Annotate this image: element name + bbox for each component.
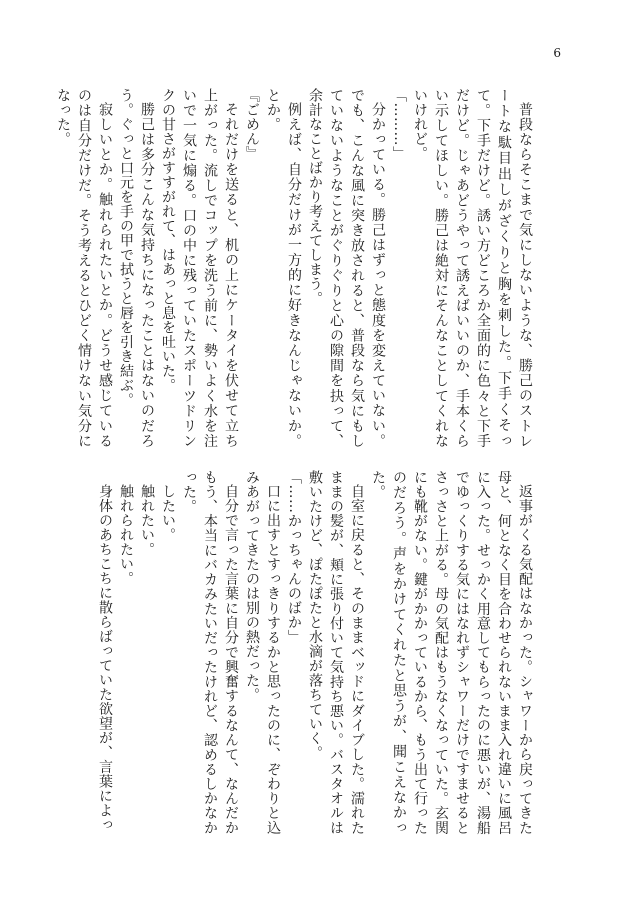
page-number: 6 <box>553 46 561 60</box>
paragraph: 『ごめん』 <box>244 88 260 161</box>
lower-text-block <box>97 470 535 835</box>
paragraph: 返事がくる気配はなかった。シャワーから戻ってきた母と、何となく目を合わせられないまま入れ違いに風呂に入った。せっかく用意してもらったのに悪いが、湯船でゆっくりする気にはなれずシャワーだけですませるとさっさと上がる。母の気配はもうなくなっていた。玄関にも靴がない。鍵がかかっているから、もう出て行ったのだろう。声をかけてくれたと思うが、聞こえなかった。 <box>370 470 533 835</box>
paragraph: 自分で言った言葉に自分で興奮するなんて、なんだかもう、本当にバカみたいだったけれど、認めるしかなかった。 <box>181 470 239 835</box>
upper-text-block <box>55 88 535 448</box>
paragraph: それだけを送ると、机の上にケータイを伏せて立ち上がった。流しでコップを洗う前に、勢いよく水を注いで一気に煽る。口の中に残っていたスポーツドリンクの甘さがすすがれて、はあっと息を吐いた。 <box>160 88 239 448</box>
paragraph: 自室に戻ると、そのままベッドにダイブした。濡れたままの髪が、頬に張り付いて気持ち悪い。バスタオルは敷いたけど、ぽたぽたと水滴が落ちていく。 <box>307 470 365 835</box>
paragraph: 身体のあちこちに散らばっていた欲望が、言葉によっ <box>97 484 113 832</box>
paragraph: 例えば、自分だけが一方的に好きなんじゃないか。とか。 <box>265 88 302 448</box>
paragraph: 触れたい。 <box>139 484 155 557</box>
paragraph: 普段ならそこまで気にしないような、勝己のストレートな駄目出しがざくりと胸を刺した。下手くそって。下手だけど。誘い方どころか全面的に色々と下手だけど。じゃあどうやって誘えばいいのか、手本くらい示してほしい。勝己は絶対にそんなことしてくれないけれど。 <box>412 88 533 448</box>
paragraph: 「……かっちゃんのばか」 <box>286 470 302 644</box>
paragraph: 触れられたい。 <box>118 484 134 586</box>
paragraph: 「………」 <box>391 88 407 161</box>
paragraph: 寂しいとか。触れられたいとか。どうせ感じているのは自分だけだ。そう考えるとひどく情けない気分になった。 <box>55 88 113 448</box>
paragraph: 勝己は多分こんな気持ちになったことはないのだろう。ぐっと口元を手の甲で拭うと唇を引き結ぶ。 <box>118 88 155 448</box>
paragraph: 口に出すとすっきりするかと思ったのに、ぞわりと込みあがってきたのは別の熱だった。 <box>244 470 281 835</box>
paragraph: 分かっている。勝己はずっと態度を変えていない。でも、こんな風に突き放されると、普段なら気にもしていないようなことがぐりぐりと心の隙間を抉って、余計なことばかり考えてしまう。 <box>307 88 386 448</box>
paragraph: したい。 <box>160 484 176 542</box>
